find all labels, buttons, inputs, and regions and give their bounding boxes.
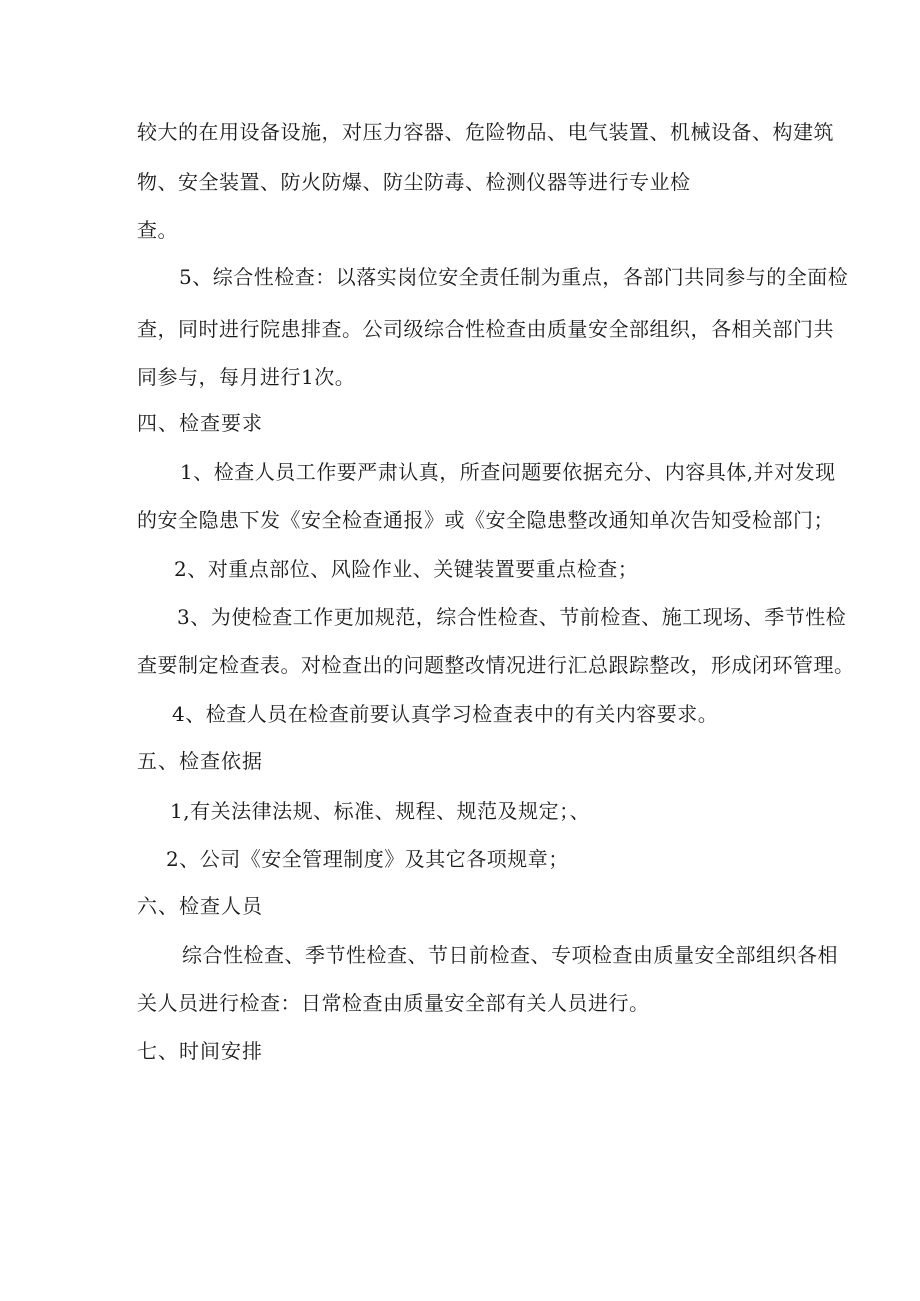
text-line: 同参与，每月进行1次。 [137,365,356,389]
text-line: 2、对重点部位、风险作业、关键装置要重点检查； [174,557,639,581]
text-line: 查要制定检查表。对检查出的问题整改情况进行汇总跟踪整改，形成闭环管理。 [137,653,855,677]
text-line: 1、检查人员工作要严肃认真，所查问题要依据充分、内容具体,并对发现 [180,460,836,484]
text-line: 的安全隐患下发《安全检查通报》或《安全隐患整改通知单次告知受检部门； [137,508,834,532]
text-line: 综合性检查、季节性检查、节日前检查、专项检查由质量安全部组织各相 [182,943,838,967]
section-heading: 四、检查要求 [137,411,263,435]
text-line: 5、综合性检查：以落实岗位安全责任制为重点，各部门共同参与的全面检 [179,265,849,289]
section-heading: 七、时间安排 [137,1039,263,1063]
text-line: 查，同时进行院患排查。公司级综合性检查由质量安全部组织，各相关部门共 [137,317,834,341]
text-line: 关人员进行检查：日常检查由质量安全部有关人员进行。 [137,991,650,1015]
text-line: 3、为使检查工作更加规范，综合性检查、节前检查、施工现场、季节性检 [177,605,847,629]
section-heading: 六、检查人员 [137,894,263,918]
text-line: 4、检查人员在检查前要认真学习检查表中的有关内容要求。 [172,702,719,726]
text-line: 较大的在用设备设施，对压力容器、危险物品、电气装置、机械设备、构建筑 [137,120,834,144]
text-line: 物、安全装置、防火防爆、防尘防毒、检测仪器等进行专业检 [137,170,691,194]
section-heading: 五、检查依据 [137,749,263,773]
text-line: 查。 [137,218,178,242]
text-line: 1,有关法律法规、标准、规程、规范及规定；、 [170,799,591,823]
text-line: 2、公司《安全管理制度》及其它各项规章； [166,847,569,871]
